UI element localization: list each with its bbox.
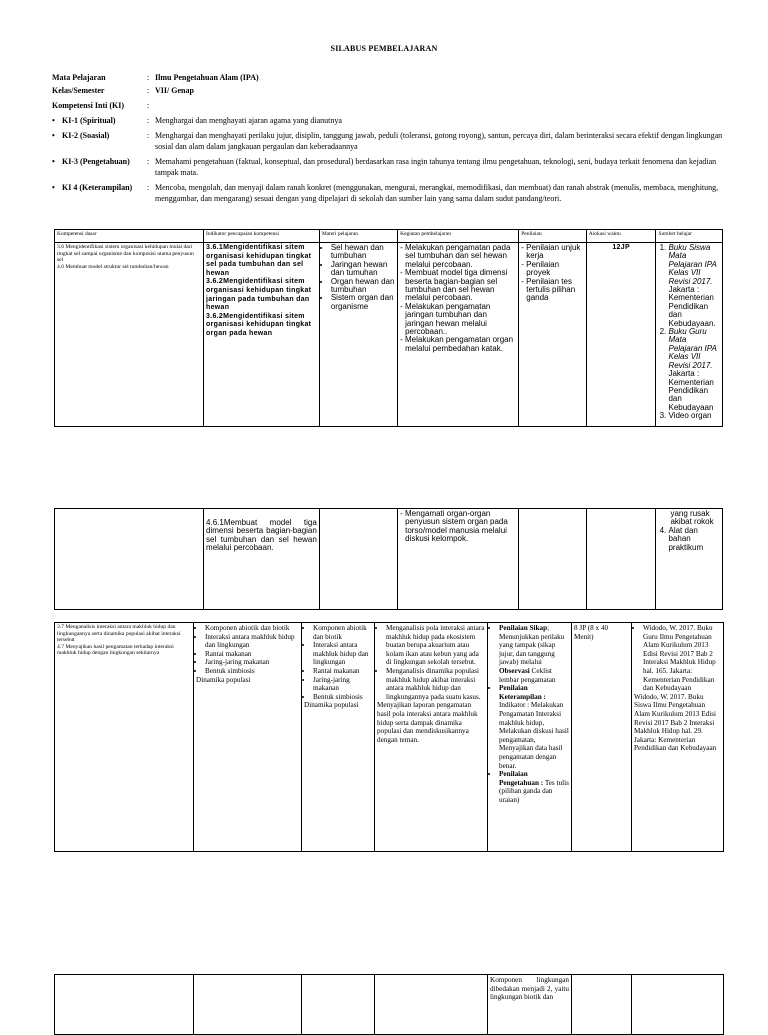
list-item: • Menganalisis dinamika populasi makhluk hidup akibat interaksi antara makhluk hidup dan lingkungannya pada suatu kasus. [386,667,485,701]
kegiatan-text: Membuat model tiga dimensi beserta bagian-bagian sel tumbuhan dan sel hewan melalui percobaan. [404,268,508,303]
ki-label: Kompetensi Inti (KI) [52,101,124,110]
header-penilaian: Penilaian [519,230,587,243]
colon: : [147,183,150,192]
list-item: - Melakukan pengamatan organ melalui pembedahan katak. [400,335,514,353]
list-item: • Komponen abiotik dan biotik [313,624,372,641]
colon: : [147,73,150,82]
list-item: 4. Alat dan bahan praktikum [668,527,720,552]
indikator-cell [204,509,320,610]
list-item [668,244,720,328]
indikator-number: 3.6.2 [206,278,224,286]
ki2-value: Menghargai dan menghayati perilaku jujur, disiplin, tanggung jawab, peduli (toleransi, gotong royong), santun, percaya diri, dalam berinteraksi secara efektif dengan lingkungan sosial dan alam dalam jangkauan pergaulan dan keberadaannya [155,131,723,151]
colon: : [147,86,150,95]
syllabus-table-4 [54,974,724,1035]
penilaian-cell [488,623,572,852]
ki2-label: • KI-2 (Soasial) [52,131,144,142]
sumber-extra: Widodo, W. 2017. Buku Siswa Ilmu Pengetahuan Alam Kurikulum 2013 Edisi Revisi 2017 Bab 2 Interaksi Makhluk Hidup hal. 29. Jakarta: Kementerian Pendidikan dan Kebudayaan [634,692,717,753]
kelas-value: VII/ Genap [155,86,194,95]
penilaian-text: Penilaian proyek [526,259,560,278]
list-item: - Membuat model tiga dimensi beserta bagian-bagian sel tumbuhan dan sel hewan melalui percobaan. [400,268,508,303]
list-item [499,770,569,804]
materi-cell [319,509,397,610]
list-item: • Interaksi antara makhluk hidup dan lingkungan [313,641,372,667]
indikator-extra: Dinamika populasi [196,675,251,684]
sumber-title: Buku Guru Mata Pelajaran IPA Kelas VII Revisi 2017. [668,327,717,370]
alokasi-cell [572,975,632,1035]
syllabus-table-3 [54,622,724,852]
kegiatan-cell [398,509,519,610]
kegiatan-cell [375,623,488,852]
penilaian-text: Penilaian tes tertulis pilihan ganda [526,276,576,303]
penilaian-sikap-text: ; Menunjukkan perilaku yang tampak (sikap jujur, dan tanggung jawab) melalui [499,624,565,667]
kegiatan-cell [375,975,488,1035]
ki1-value: Menghargai dan menghayati ajaran agama yang dianutnya [155,116,342,125]
header-kd: Kompetensi dasar [55,230,204,243]
list-item: - Melakukan pengamatan jaringan tumbuhan dan jaringan hewan melalui percobaan.. [400,301,491,337]
list-item: - Penilaian unjuk kerja [521,243,581,261]
list-item: • Rantai makanan [205,650,299,659]
list-item: • Komponen abiotik dan biotik [205,624,299,633]
header-kegiatan: Kegiatan pembelajaran [398,230,519,243]
list-item: • Rantai makanan [313,667,372,676]
alokasi-cell: 12JP [586,243,656,427]
table-row [55,243,723,427]
indikator-cell [194,975,302,1035]
kd-cell [55,509,204,610]
list-item: • Sistem organ dan organisme [331,294,395,311]
ki4-value: Mencoba, mengolah, dan menyaji dalam ranah konkret (menggunakan, mengurai, merangkai, memodifikasi, dan membuat) dan ranah abstrak (menulis, membaca, menghitung, menggambar, dan mengarang) sesuai dengan yang dipelajari di sekolah dan sumber lain yang sama dalam sudut pandang/teori. [155,183,719,203]
ki4-label: • KI 4 (Keterampilan) [52,183,144,194]
penilaian-sikap-label: Penilaian Sikap [499,624,548,632]
alokasi-cell [586,509,656,610]
colon: : [147,116,150,125]
indikator-number: 3.6.2 [206,312,224,320]
mapel-label: Mata Pelajaran [52,73,106,82]
ki3-value: Memahami pengetahuan (faktual, konseptual, dan prosedural) berdasarkan rasa ingin tahunya tentang ilmu pengetahuan, teknologi, seni, budaya terkait fenomena dan kejadian tampak mata. [155,157,717,177]
table-header-row [55,230,723,243]
table-row [55,509,723,610]
penilaian-cell [519,509,587,610]
sumber-cell [656,243,723,427]
materi-cell [302,623,375,852]
penilaian-cell [519,243,587,427]
list-item: - Melakukan pengamatan pada sel tumbuhan dan sel hewan melalui percobaan. [400,243,511,269]
indikator-item [206,313,317,339]
kelas-label: Kelas/Semester [52,86,105,95]
sumber-cell [632,623,724,852]
indikator-text: Mengidentifikasi sitem organisasi kehidupan tingkat jaringan pada tumbuhan dan hewan [206,278,312,312]
colon: : [147,157,150,166]
kegiatan-text: Melakukan pengamatan organ melalui pembedahan katak. [404,335,514,353]
header-materi: Materi pelajaran [319,230,397,243]
header-sumber: Sumber belajar [656,230,723,243]
ki1-label: • KI-1 (Spiritual) [52,116,144,127]
sumber-title: Buku Siswa Mata Pelajaran IPA Kelas VII Revisi 2017. [668,243,717,286]
indikator-number: 3.6.1 [206,244,224,251]
observasi-text: Ceklist lembar pengamatan [499,666,556,684]
colon: : [147,131,150,140]
indikator-text: Membuat model tiga dimensi beserta bagian-bagian sel tumbuhan dan sel hewan melalui percobaan. [206,518,317,553]
list-item: - Penilaian tes tertulis pilihan ganda [521,276,576,303]
list-item [499,624,569,684]
sumber-cell [632,975,724,1035]
colon: : [147,101,150,110]
list-item: • Jaringan hewan dan tumuhan [331,261,395,278]
penilaian-cell: Komponen lingkungan dibedakan menjadi 2, yaitu lingkungan biotik dan [488,975,572,1035]
kegiatan-extra: Menyajikan laporan pengamatan hasil pola interaksi antara makhluk hidup serta dampak dinamika populasi dan mendiskusikannya dengan teman. [377,701,478,744]
list-item [499,684,569,770]
penilaian-text: Penilaian unjuk kerja [526,243,581,261]
list-item: - Penilaian proyek [521,259,560,278]
indikator-text: Mengidentifikasi sitem organisasi kehidupan tingkat sel pada tumbuhan dan sel hewan [206,244,312,277]
sumber-publisher: Jakarta : Kementerian Pendidikan dan Kebudayaan [668,369,714,412]
syllabus-table-2 [54,508,723,610]
header-alokasi: Alokasi waktu [586,230,656,243]
list-item: • Organ hewan dan tumbuhan [331,278,395,295]
penilaian-pengetahuan-text: Tes tulis (pilihan ganda dan uraian) [499,778,569,804]
list-item: • Jaring-jaring makanan [205,658,299,667]
list-item: • Bentuk simbiosis [205,667,299,676]
list-item: • Sel hewan dan tumbuhan [331,244,395,261]
mapel-value: Ilmu Pengetahuan Alam (IPA) [155,73,259,82]
kegiatan-text: Melakukan pengamatan pada sel tumbuhan dan sel hewan melalui percobaan. [404,243,511,269]
penilaian-keterampilan-label: Penilaian Keterampilan : [499,684,546,701]
penilaian-pengetahuan-label: Penilaian Pengetahuan : [499,770,544,787]
alokasi-cell: 8 JP (8 x 40 Menit) [572,623,632,852]
list-item: • Widodo, W. 2017. Buku Guru Ilmu Pengetahuan Alam Kurikulum 2013 Edisi Revisi 2017 Bab 2 Interaksi Makhluk Hidup hal. 165. Jakarta: Kementerian Pendidikan dan Kebudayaan [643,624,721,693]
table-row [55,975,724,1035]
materi-cell [319,243,397,427]
list-item: 3. Video organ [668,412,720,420]
indikator-cell [194,623,302,852]
sumber-publisher: Jakarta : Kementerian Pendidikan dan Kebudayaan. [668,285,716,328]
observasi-label: Observasi [499,666,530,675]
indikator-text: Mengidentifikasi sitem organisasi kehidupan tingkat organ pada hewan [206,312,312,337]
sumber-cell [656,509,723,610]
penilaian-keterampilan-text: Indikator : Melakukan Pengamatan Interaksi makhluk hidup, Melakukan diskusi hasil pengamatan, Menyajikan data hasil pengamatan dengan benar. [499,701,569,770]
sumber-continuation: yang rusak akibat rokok [670,509,714,527]
materi-cell [302,975,375,1035]
indikator-cell [204,243,320,427]
header-indikator: Indikator pencapaian kompetensi [204,230,320,243]
indikator-number: 4.6.1 [206,518,224,527]
kd-cell: 3.7 Menganalisis interaksi antara makhluk hidup dan lingkungannya serta dinamika populasi akibat interaksi tersebut 4.7 Menyajikan hasil pengamatan terhadap interaksi makhluk hidup dengan lingkungan sekitarnya [55,623,194,852]
list-item: • Jaring-jaring makanan [313,676,372,693]
kegiatan-cell [398,243,519,427]
ki3-label: • KI-3 (Pengetahuan) [52,157,144,168]
kegiatan-text: Melakukan pengamatan jaringan tumbuhan dan jaringan hewan melalui percobaan.. [404,301,491,337]
list-item: • Interaksi antara makhluk hidup dan lingkungan [205,633,299,650]
list-item [668,328,720,412]
list-item: • Menganalisis pola interaksi antara makhluk hidup pada ekosistem buatan berupa akuarium atau kolam ikan atau kebun yang ada di lingkungan sekolah tersebut. [386,624,485,667]
kd-cell: 3.6 Mengidentifikasi sistem organisasi kehidupan mulai dari tingkat sel sampai organisme dan komposisi utama penyusun sel 4.6 Membuat model struktur sel tumbuhan/hewan [55,243,204,427]
table-row [55,623,724,852]
document-title: SILABUS PEMBELAJARAN [330,44,438,53]
list-item: - Mengamati organ-organ penyusun sistem organ pada torso/model manusia melalui diskusi kelompok. [400,509,508,544]
list-item: • Bentuk simbiosis [313,693,372,702]
indikator-item [206,244,317,278]
syllabus-table-1 [54,229,723,427]
kd-cell [55,975,194,1035]
indikator-item [206,278,317,312]
materi-extra: Dinamika populasi [304,701,359,710]
kegiatan-text: Mengamati organ-organ penyusun sistem organ pada torso/model manusia melalui diskusi kelompok. [404,509,508,544]
